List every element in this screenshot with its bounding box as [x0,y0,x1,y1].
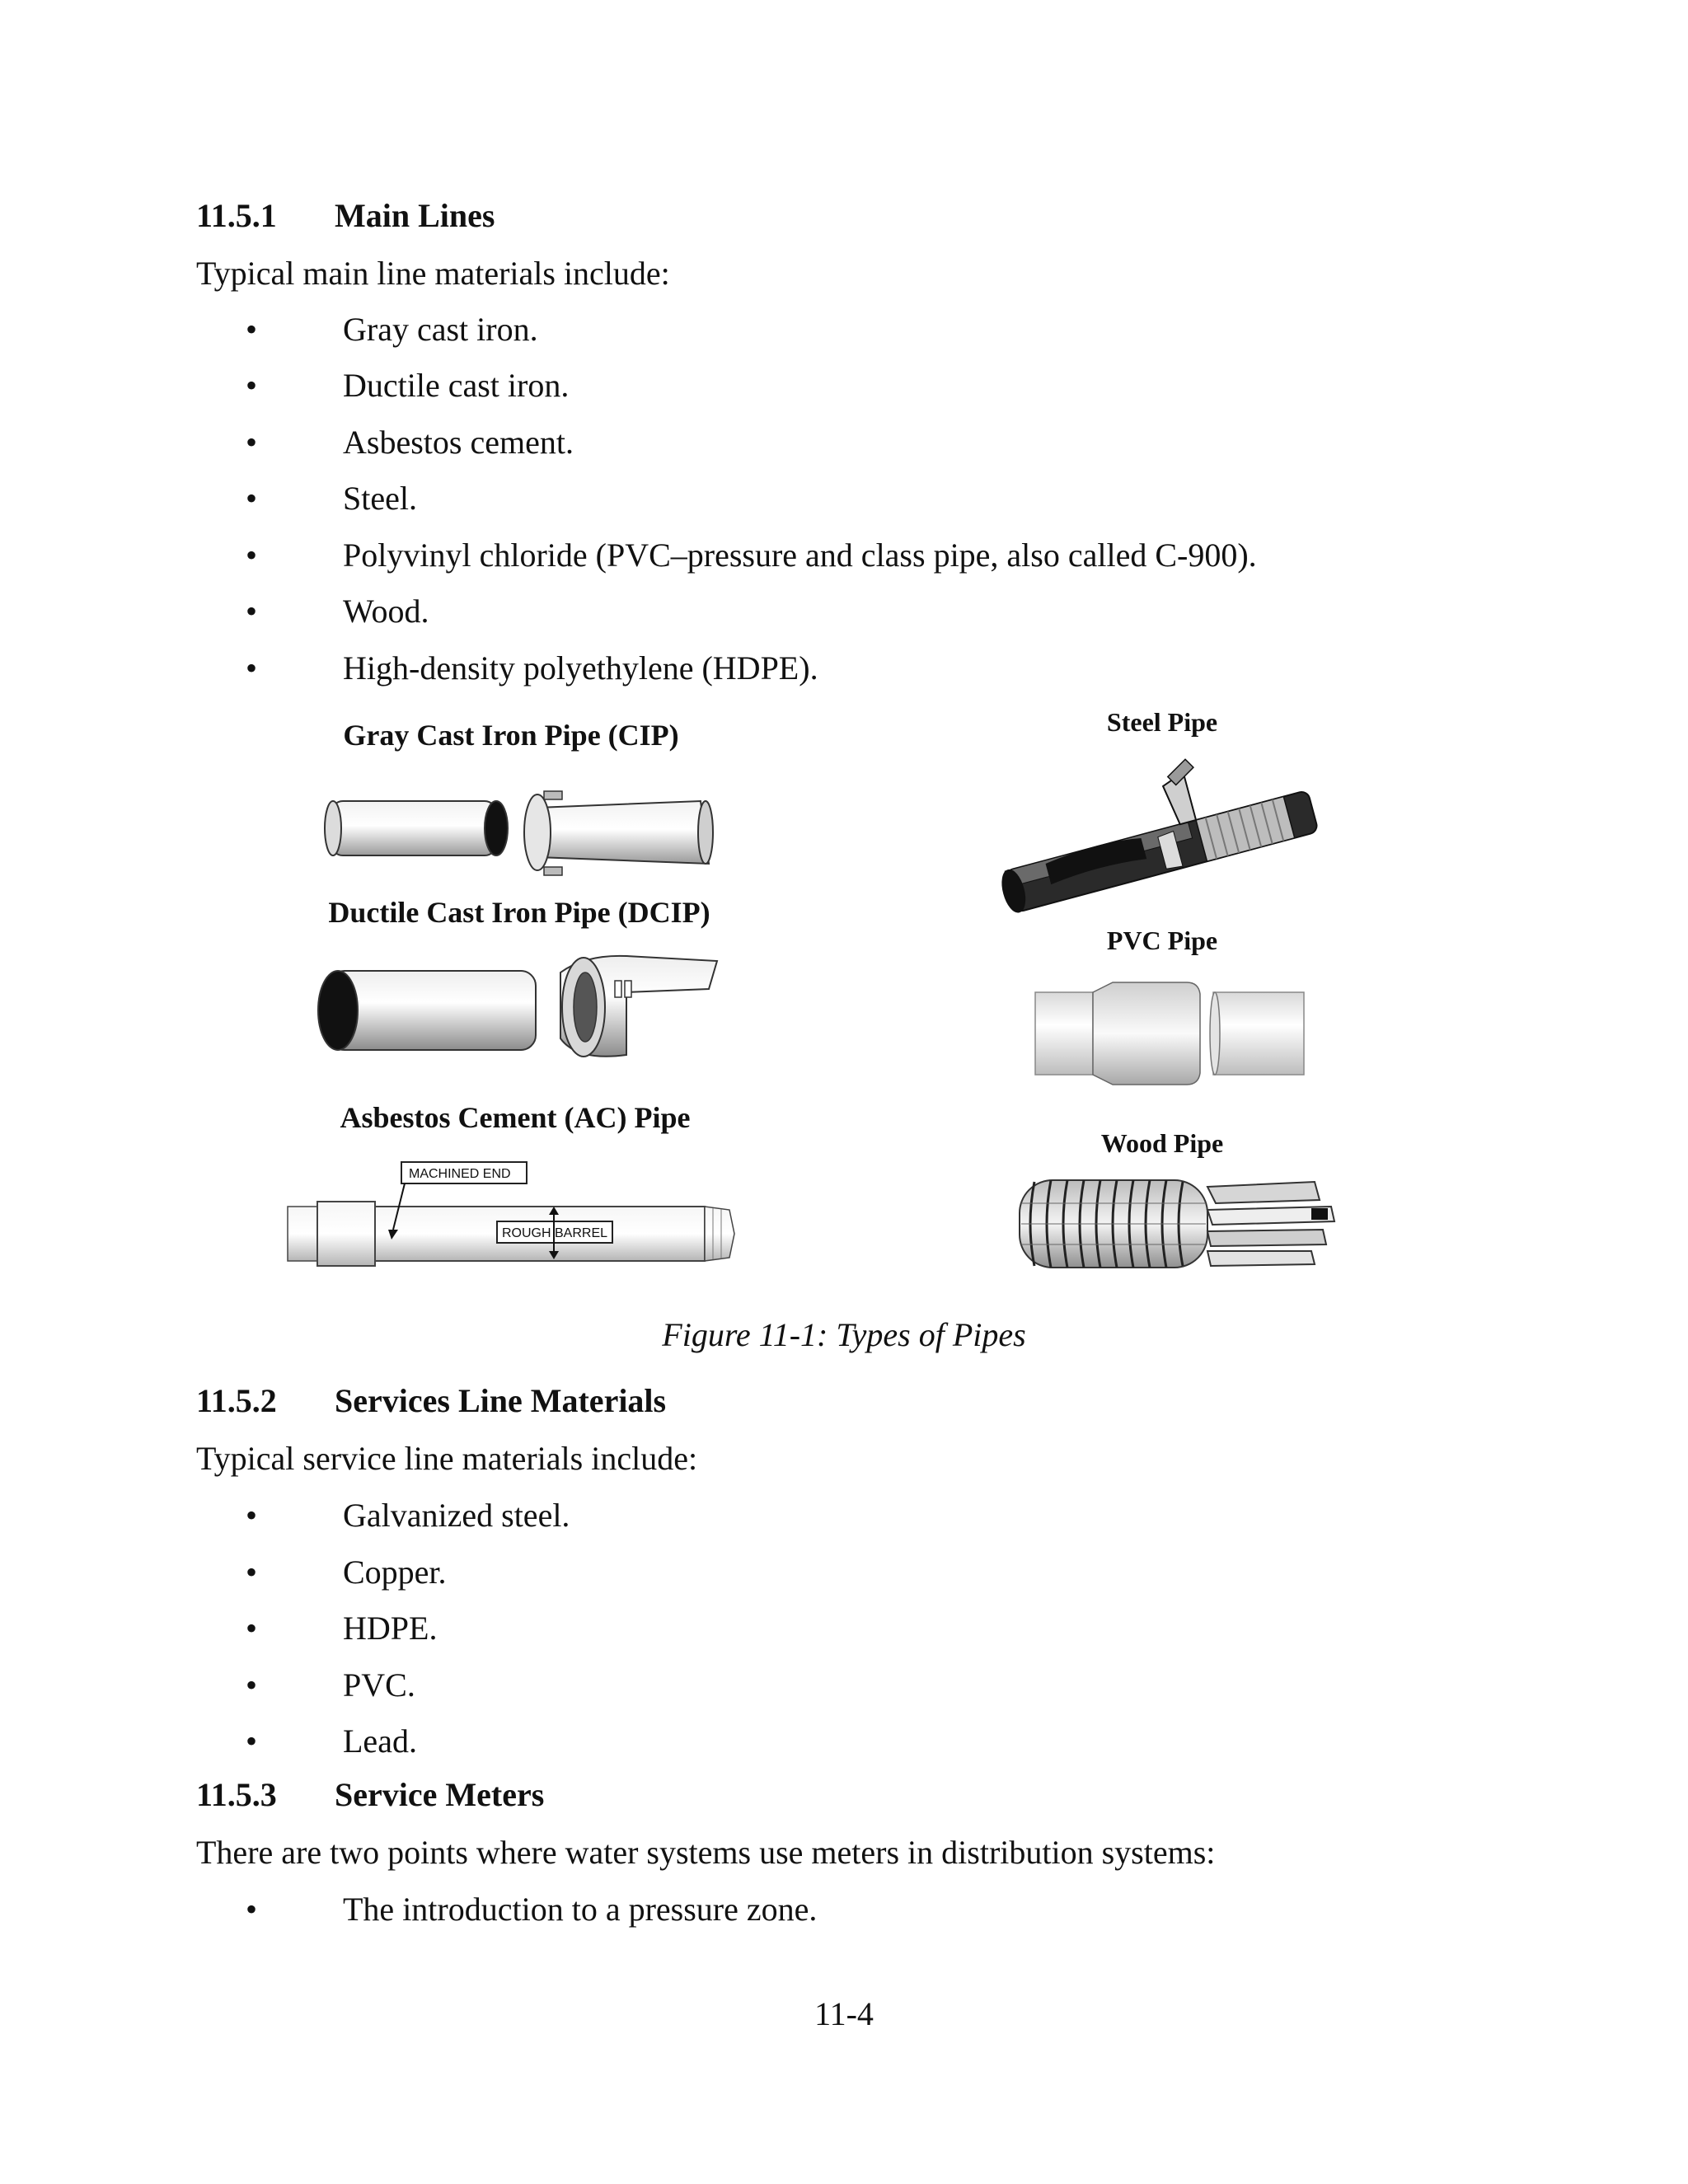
bullet: • [246,1554,258,1591]
bullet: • [246,1497,258,1534]
bullet: • [246,311,258,348]
section-title: Main Lines [335,197,495,234]
section-title: Service Meters [335,1776,545,1813]
bullet: • [246,649,258,687]
service-meters-intro: There are two points where water systems use meters in distribution systems: [196,1834,1216,1871]
bullet: • [246,593,258,630]
main-lines-intro: Typical main line materials include: [196,255,670,292]
rough-barrel-label: ROUGH BARREL [502,1226,608,1240]
service-line-intro: Typical service line materials include: [196,1440,698,1477]
bullet: • [246,424,258,461]
gray-cast-iron-pipe-illustration [321,775,725,882]
bullet: • [246,1610,258,1647]
figure-title-ac: Asbestos Cement (AC) Pipe [340,1101,691,1134]
machined-end-label: MACHINED END [409,1167,511,1181]
bullet: • [246,1666,258,1704]
figure-title-steel: Steel Pipe [1106,707,1218,737]
bullet: • [246,1891,258,1928]
section-heading-service-line-materials [196,1381,666,1421]
section-title: Services Line Materials [335,1382,667,1419]
document-page: 11.5.1 Main Lines Typical main line materials include: • Gray cast iron. • Ductile cast iron. • Asbestos cement. • Steel. • Polyvinyl chloride (PVC–pressure and class pipe, also called C-900). • Wood. • High-density polyethylene (HDPE). Gray Cast Iron Pipe (CIP) Steel Pipe Ductile Cast Iron Pipe (DCIP) PVC Pipe Asbestos Cement (AC) Pipe Wood Pipe MACHINED END ROUGH BARREL Figure 11-1: Types of Pipes 11.5.2 Services Line Materials Typical service line materials include: • Galvanized steel. • Copper. • HDPE. • PVC. • Lead. 11.5.3 Service Meters There are two points where water systems use meters in distribution systems: • The introduction to a pressure zone. 11-4 [0,0,1688,2184]
asbestos-cement-pipe-illustration [284,1154,762,1269]
figure-caption: Figure 11-1: Types of Pipes [662,1316,1026,1353]
figure-title-dcip: Ductile Cast Iron Pipe (DCIP) [328,896,710,929]
pvc-pipe-illustration [1030,981,1311,1088]
section-number: 11.5.3 [196,1776,277,1813]
section-number: 11.5.2 [196,1382,277,1419]
wood-pipe-illustration [1010,1170,1339,1277]
page-number: 11-4 [814,1995,874,2032]
figure-title-wood: Wood Pipe [1100,1128,1224,1158]
section-heading-service-meters [196,1775,544,1815]
bullet: • [246,367,258,404]
figure-title-pvc: PVC Pipe [1106,926,1218,955]
bullet: • [246,537,258,574]
bullet: • [246,1722,258,1760]
section-number: 11.5.1 [196,197,277,234]
figure-title-cip: Gray Cast Iron Pipe (CIP) [343,719,679,752]
steel-pipe-illustration [993,754,1339,902]
bullet: • [246,480,258,517]
ductile-cast-iron-pipe-illustration [313,948,725,1063]
section-heading-main-lines [196,196,495,236]
